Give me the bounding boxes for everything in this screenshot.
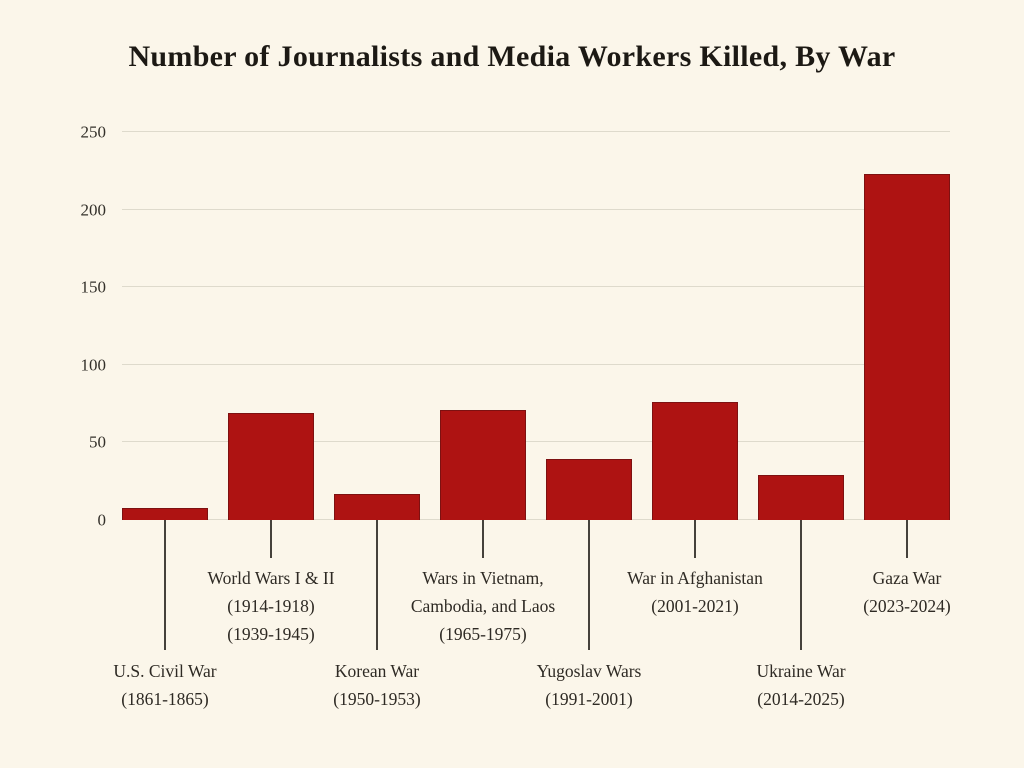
x-label-line: (1950-1953) xyxy=(333,689,421,709)
x-label-line: Cambodia, and Laos xyxy=(410,596,556,616)
y-axis-tick-label-250: 250 xyxy=(80,122,106,142)
leader-line-war-in-afghanistan xyxy=(694,520,696,558)
bar-gaza-war xyxy=(864,174,950,520)
x-label-line: (2023-2024) xyxy=(863,596,951,616)
x-axis-category-label xyxy=(627,564,763,620)
x-label-line: (1965-1975) xyxy=(439,624,527,644)
x-label-line: (1939-1945) xyxy=(227,624,315,644)
x-axis-category-label xyxy=(863,564,950,620)
y-axis-tick-label-200: 200 xyxy=(80,200,106,220)
x-label-slot-wars-in-vietnam xyxy=(410,520,556,713)
y-axis-tick-label-150: 150 xyxy=(80,277,106,297)
x-axis-category-label xyxy=(333,657,420,713)
x-axis-category-label xyxy=(113,657,216,713)
x-label-line: Wars in Vietnam, xyxy=(422,568,544,588)
bar-wars-in-vietnam xyxy=(440,410,526,520)
x-label-slot-war-in-afghanistan xyxy=(627,520,763,713)
bar-yugoslav-wars xyxy=(546,459,632,520)
x-label-line: (1914-1918) xyxy=(227,596,315,616)
leader-line-u-s-civil-war xyxy=(164,520,166,650)
x-label-line: Korean War xyxy=(334,661,420,681)
x-label-line: U.S. Civil War xyxy=(113,661,217,681)
bar-world-wars-i-ii xyxy=(228,413,314,520)
x-label-slot-korean-war xyxy=(334,520,420,713)
bars-layer xyxy=(122,132,950,520)
y-axis-tick-label-50: 50 xyxy=(89,432,106,452)
x-label-slot-world-wars-i-ii xyxy=(207,520,335,713)
leader-line-ukraine-war xyxy=(800,520,802,650)
leader-line-gaza-war xyxy=(906,520,908,558)
x-label-slot-gaza-war xyxy=(864,520,950,713)
bar-war-in-afghanistan xyxy=(652,402,738,520)
x-axis-category-label xyxy=(207,564,334,648)
x-label-line: Ukraine War xyxy=(756,661,846,681)
x-label-line: (1991-2001) xyxy=(545,689,633,709)
bar-u-s-civil-war xyxy=(122,508,208,520)
x-label-line: (2014-2025) xyxy=(757,689,845,709)
x-axis-labels xyxy=(113,520,951,713)
x-axis-category-label xyxy=(411,564,555,648)
x-label-line: War in Afghanistan xyxy=(627,568,763,588)
x-label-line: Gaza War xyxy=(872,568,942,588)
x-label-line: Yugoslav Wars xyxy=(536,661,642,681)
x-axis-category-label xyxy=(537,657,642,713)
bar-ukraine-war xyxy=(758,475,844,520)
leader-line-yugoslav-wars xyxy=(588,520,590,650)
x-label-slot-yugoslav-wars xyxy=(536,520,642,713)
chart-title: Number of Journalists and Media Workers Killed, By War xyxy=(128,40,896,73)
y-axis-tick-label-0: 0 xyxy=(97,510,106,530)
x-label-line: (2001-2021) xyxy=(651,596,739,616)
x-axis-category-label xyxy=(756,657,845,713)
leader-line-world-wars-i-ii xyxy=(270,520,272,558)
x-label-slot-u-s-civil-war xyxy=(113,520,217,713)
leader-line-korean-war xyxy=(376,520,378,650)
plot-area xyxy=(80,122,950,530)
x-label-line: World Wars I & II xyxy=(207,568,335,588)
x-label-line: (1861-1865) xyxy=(121,689,209,709)
leader-line-wars-in-vietnam xyxy=(482,520,484,558)
x-label-slot-ukraine-war xyxy=(758,520,844,713)
y-axis-tick-label-100: 100 xyxy=(80,355,106,375)
bar-korean-war xyxy=(334,494,420,520)
